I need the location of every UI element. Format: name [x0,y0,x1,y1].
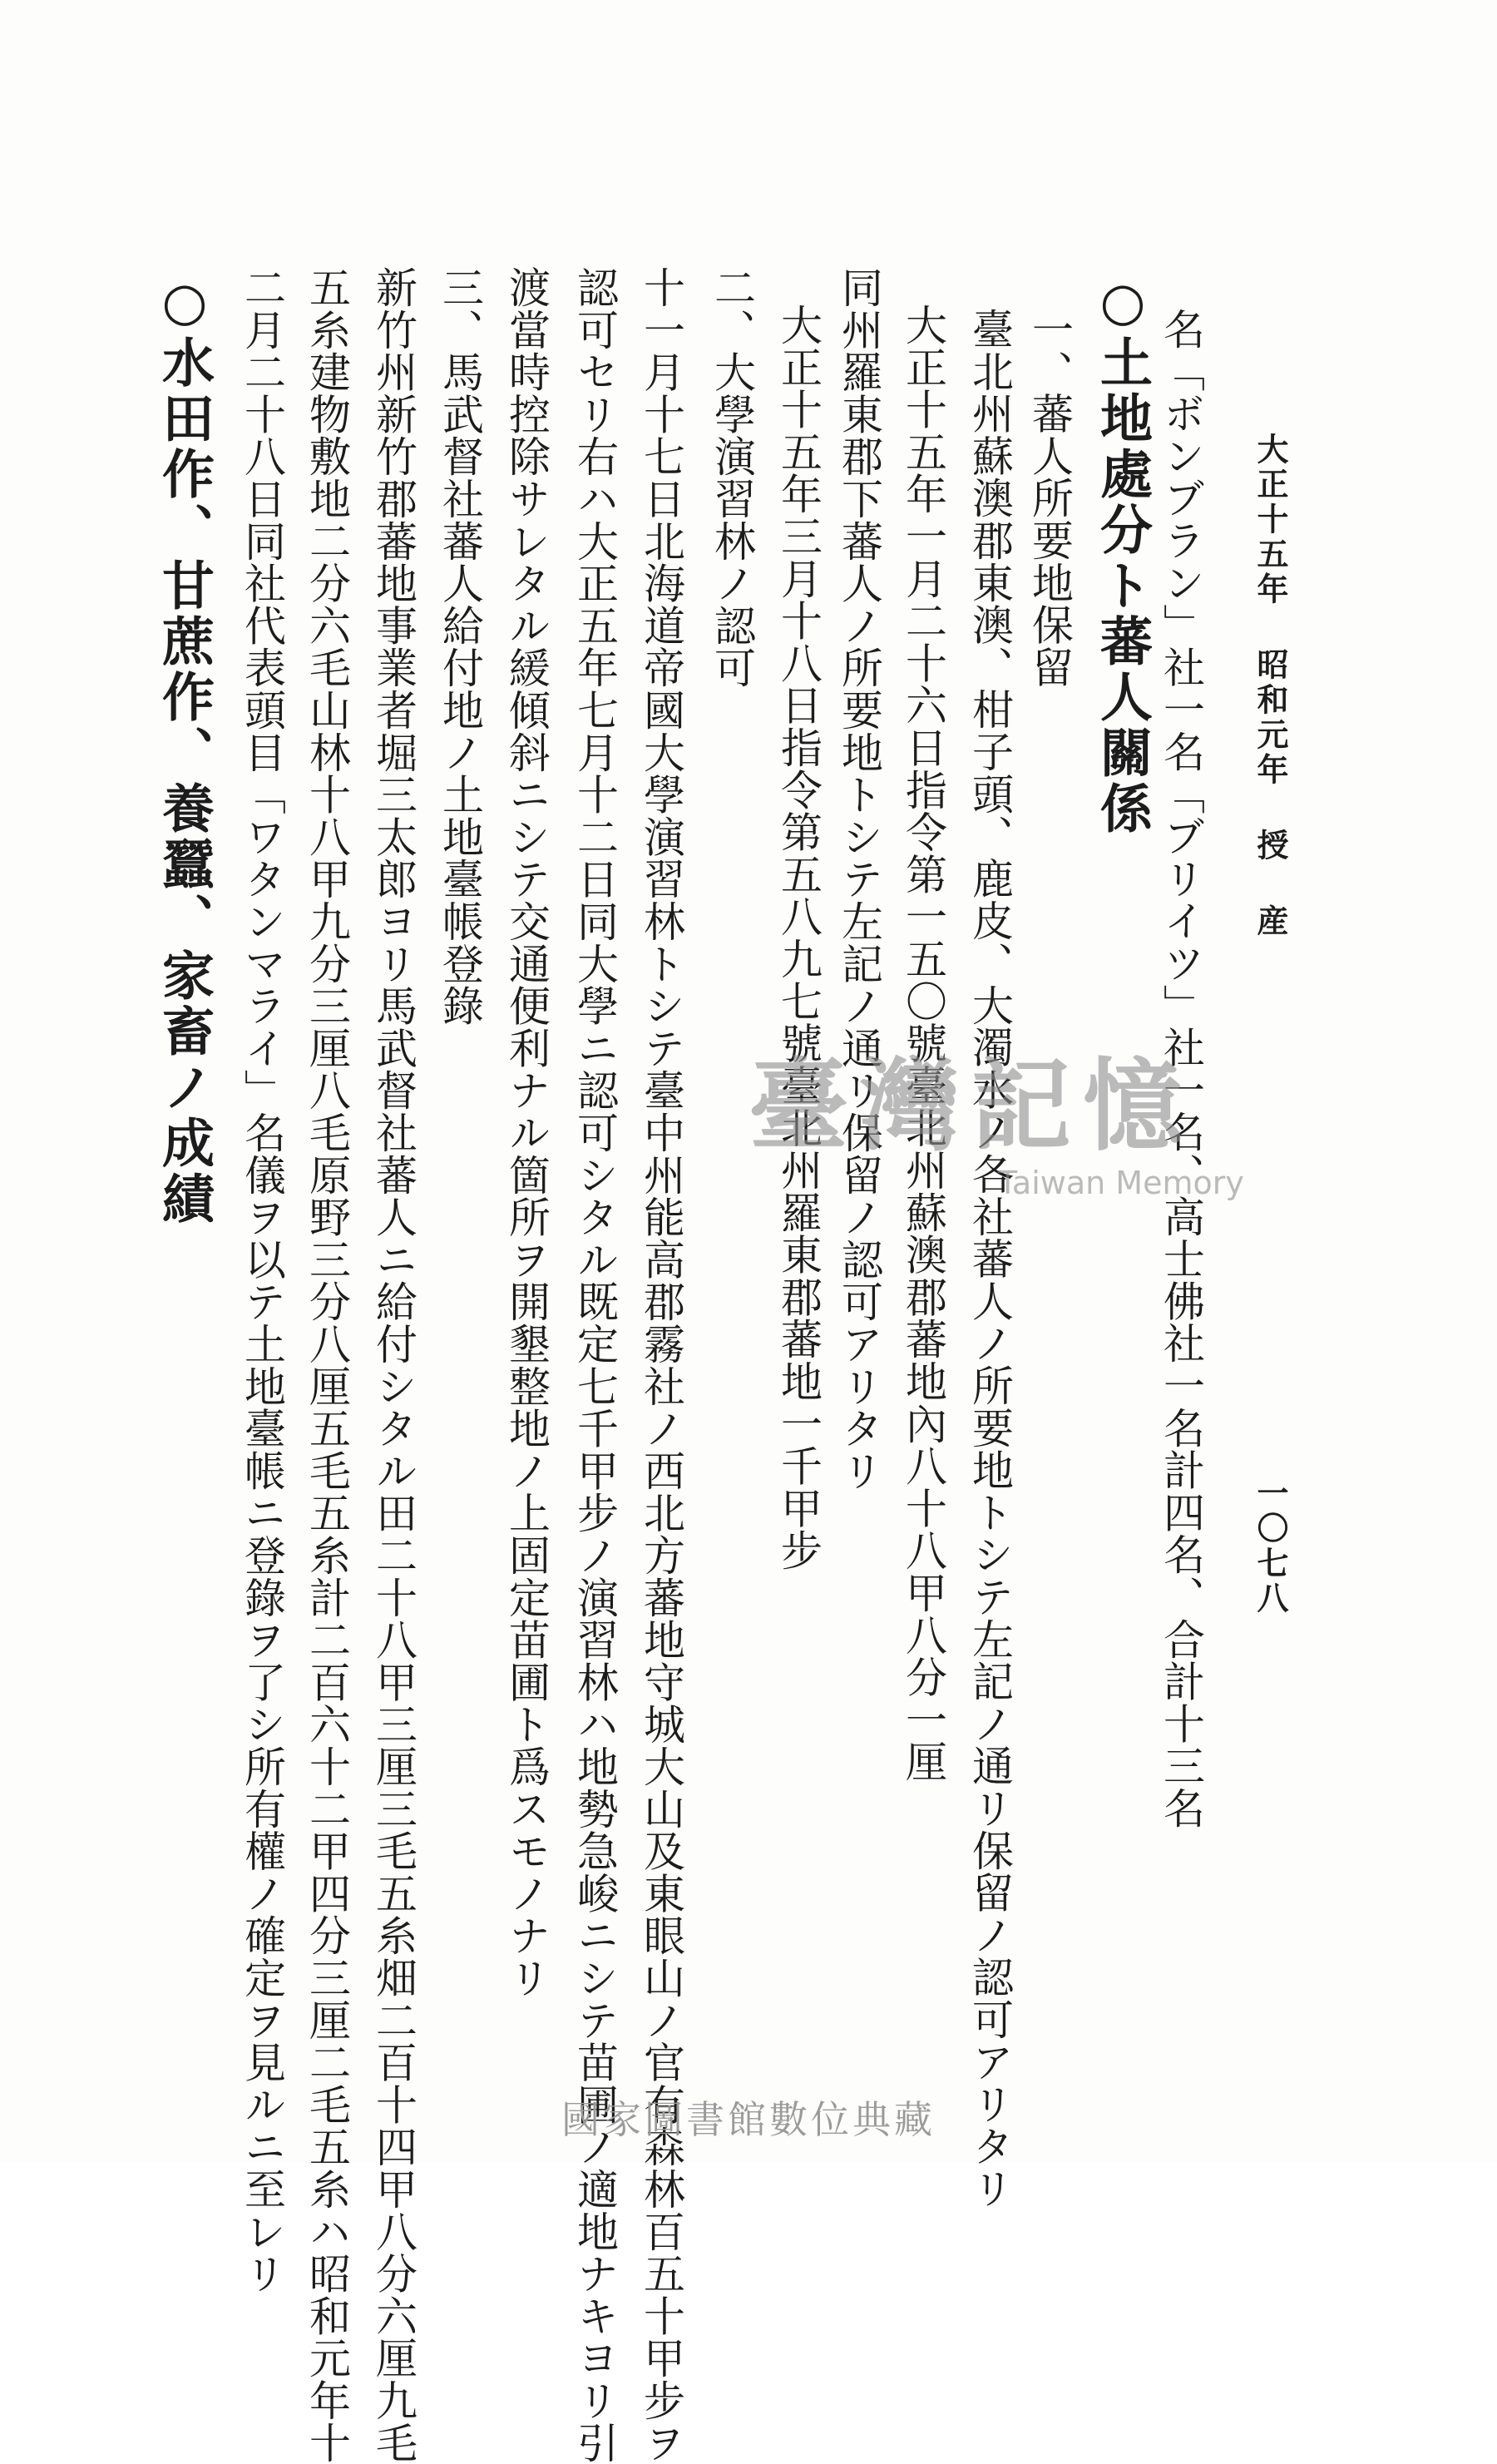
subheading-reserved-land: 一、蕃人所要地保留 [1025,308,1074,689]
text-column-7: 大正十五年三月十八日指令第五八九七號臺北州羅東郡蕃地一千甲步 [774,304,823,1571]
watermark-subtitle: Taiwan Memory [998,1165,1244,1201]
taiwan-memory-watermark [748,1047,1248,1223]
page-number: 一〇七八 [1252,1477,1289,1616]
text-column-11: 渡當時控除サレタル緩傾斜ニシテ交通便利ナル箇所ヲ開墾整地ノ上固定苗圃ト爲スモノナリ [502,266,551,1999]
text-column-13: 新竹州新竹郡蕃地事業者堀三太郎ヨリ馬武督社蕃人ニ給付シタル田二十八甲三厘三毛五糸畑二百十四甲八分六厘九毛 [369,266,417,2464]
text-column-15: 二月二十八日同社代表頭目「ワタンマライ」名儀ヲ以テ土地臺帳ニ登錄ヲ了シ所有權ノ確定ヲ見ルニ至レリ [238,266,286,2295]
watermark-logo-text: 臺灣記憶 [748,1047,1194,1165]
section-heading-land-disposal: ○土地處分ト蕃人關係 [1092,270,1154,837]
text-column-10: 認可セリ右ハ大正五年七月十二日同大學ニ認可シタル既定七千甲步ノ演習林ハ地勢急峻ニシテ苗圃ノ適地ナキヨリ引 [571,266,619,2464]
footer-credit: 國家圖書館數位典藏 [561,2097,936,2142]
text-column-1: 名「ボンブラン」社一名「ブリイツ」社一名、高士佛社一名計四名、合計十三名 [1157,308,1205,1829]
text-column-6: 同州羅東郡下蕃人ノ所要地トシテ左記ノ通リ保留ノ認可アリタリ [835,266,883,1492]
text-column-9: 十一月十七日北海道帝國大學演習林トシテ臺中州能高郡霧社ノ西北方蕃地守城大山及東眼山ノ官有森林百五十甲步ヲ [637,266,685,2464]
subheading-mabudu-land: 三、馬武督社蕃人給付地ノ土地臺帳登錄 [436,266,484,1027]
text-column-4: 臺北州蘇澳郡東澳、柑子頭、鹿皮、大濁水ノ各社蕃人ノ所要地トシテ左記ノ通リ保留ノ認可アリタリ [966,308,1014,2209]
text-column-5: 大正十五年一月二十六日指令第一五〇號臺北州蘇澳郡蕃地內八十八甲八分一厘 [899,304,947,1783]
subheading-university-forest: 二、大學演習林ノ認可 [708,266,756,689]
section-heading-farming-results: ○水田作、甘蔗作、養蠶、家畜ノ成績 [154,270,215,1227]
text-column-14: 五糸建物敷地二分六毛山林十八甲九分三厘八毛原野三分八厘五毛五糸計二百六十二甲四分三厘二毛五糸ハ昭和元年十 [303,266,351,2464]
running-title: 大正十五年 昭和元年 授 産 [1252,433,1289,939]
